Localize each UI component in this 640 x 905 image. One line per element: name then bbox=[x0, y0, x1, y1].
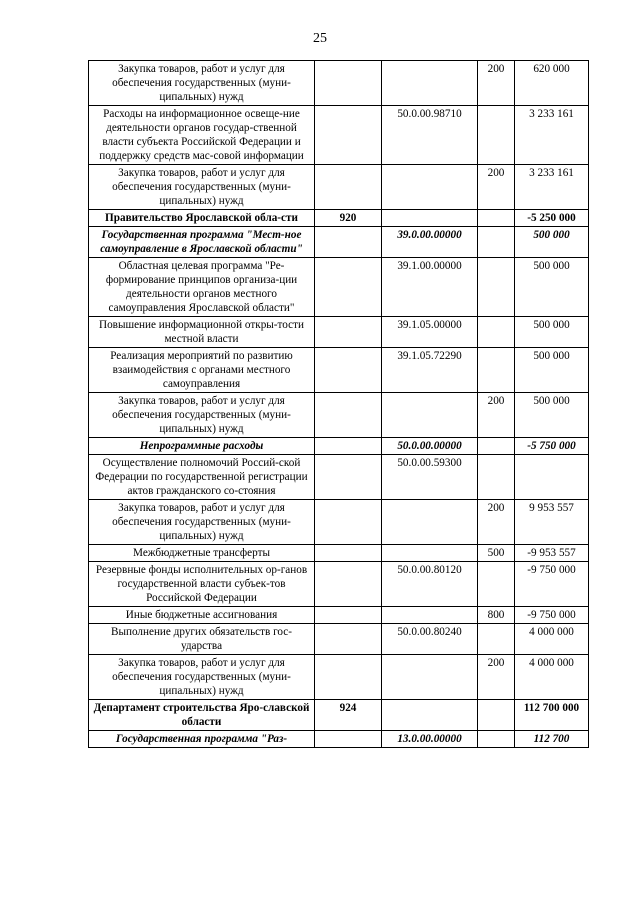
sum-cell: 620 000 bbox=[515, 61, 589, 106]
table-row bbox=[89, 455, 589, 500]
expense-type-cell: 800 bbox=[478, 607, 515, 624]
target-code-cell bbox=[382, 61, 478, 106]
name-cell: Государственная программа "Мест-ное самоуправление в Ярославской области" bbox=[89, 227, 315, 258]
target-code-cell: 50.0.00.80240 bbox=[382, 624, 478, 655]
sum-cell: 500 000 bbox=[515, 317, 589, 348]
table-row bbox=[89, 624, 589, 655]
admin-code-cell bbox=[315, 500, 382, 545]
target-code-cell: 50.0.00.00000 bbox=[382, 438, 478, 455]
name-cell: Выполнение других обязательств гос-ударства bbox=[89, 624, 315, 655]
admin-code-cell bbox=[315, 731, 382, 748]
target-code-cell: 39.1.05.00000 bbox=[382, 317, 478, 348]
sum-cell: 4 000 000 bbox=[515, 624, 589, 655]
budget-table bbox=[88, 60, 589, 748]
table-row bbox=[89, 545, 589, 562]
admin-code-cell bbox=[315, 545, 382, 562]
page-number: 25 bbox=[313, 31, 327, 46]
sum-cell: -9 750 000 bbox=[515, 607, 589, 624]
name-cell: Закупка товаров, работ и услуг для обеспечения государственных (муни-ципальных) нужд bbox=[89, 61, 315, 106]
expense-type-cell bbox=[478, 210, 515, 227]
expense-type-cell: 500 bbox=[478, 545, 515, 562]
admin-code-cell bbox=[315, 348, 382, 393]
expense-type-cell bbox=[478, 227, 515, 258]
expense-type-cell bbox=[478, 348, 515, 393]
target-code-cell bbox=[382, 655, 478, 700]
sum-cell: -9 750 000 bbox=[515, 562, 589, 607]
table-row bbox=[89, 731, 589, 748]
table-row bbox=[89, 562, 589, 607]
admin-code-cell: 920 bbox=[315, 210, 382, 227]
table-row bbox=[89, 607, 589, 624]
expense-type-cell: 200 bbox=[478, 61, 515, 106]
target-code-cell: 39.1.00.00000 bbox=[382, 258, 478, 317]
name-cell: Непрограммные расходы bbox=[89, 438, 315, 455]
table-row bbox=[89, 227, 589, 258]
admin-code-cell bbox=[315, 655, 382, 700]
name-cell: Правительство Ярославской обла-сти bbox=[89, 210, 315, 227]
table-row bbox=[89, 210, 589, 227]
sum-cell: 112 700 bbox=[515, 731, 589, 748]
target-code-cell: 39.0.00.00000 bbox=[382, 227, 478, 258]
target-code-cell: 50.0.00.80120 bbox=[382, 562, 478, 607]
table-row bbox=[89, 61, 589, 106]
name-cell: Областная целевая программа "Ре-формирование принципов организа-ции деятельности органов местного самоуправления Ярославской области" bbox=[89, 258, 315, 317]
sum-cell: -5 250 000 bbox=[515, 210, 589, 227]
sum-cell: 3 233 161 bbox=[515, 106, 589, 165]
table-row bbox=[89, 438, 589, 455]
expense-type-cell bbox=[478, 317, 515, 348]
name-cell: Закупка товаров, работ и услуг для обеспечения государственных (муни-ципальных) нужд bbox=[89, 393, 315, 438]
name-cell: Реализация мероприятий по развитию взаимодействия с органами местного самоуправления bbox=[89, 348, 315, 393]
target-code-cell bbox=[382, 393, 478, 438]
sum-cell: 9 953 557 bbox=[515, 500, 589, 545]
target-code-cell: 13.0.00.00000 bbox=[382, 731, 478, 748]
name-cell: Закупка товаров, работ и услуг для обеспечения государственных (муни-ципальных) нужд bbox=[89, 655, 315, 700]
expense-type-cell bbox=[478, 258, 515, 317]
admin-code-cell bbox=[315, 624, 382, 655]
expense-type-cell bbox=[478, 455, 515, 500]
admin-code-cell bbox=[315, 227, 382, 258]
expense-type-cell: 200 bbox=[478, 655, 515, 700]
sum-cell: -9 953 557 bbox=[515, 545, 589, 562]
admin-code-cell bbox=[315, 455, 382, 500]
expense-type-cell: 200 bbox=[478, 165, 515, 210]
admin-code-cell bbox=[315, 165, 382, 210]
name-cell: Государственная программа "Раз- bbox=[89, 731, 315, 748]
expense-type-cell bbox=[478, 438, 515, 455]
name-cell: Расходы на информационное освеще-ние деятельности органов государ-ственной власти субъекта Российской Федерации и поддержку средств мас-совой информации bbox=[89, 106, 315, 165]
table-row bbox=[89, 106, 589, 165]
name-cell: Закупка товаров, работ и услуг для обеспечения государственных (муни-ципальных) нужд bbox=[89, 500, 315, 545]
target-code-cell bbox=[382, 607, 478, 624]
table-row bbox=[89, 317, 589, 348]
sum-cell: 112 700 000 bbox=[515, 700, 589, 731]
name-cell: Повышение информационной откры-тости местной власти bbox=[89, 317, 315, 348]
sum-cell: 500 000 bbox=[515, 227, 589, 258]
expense-type-cell bbox=[478, 562, 515, 607]
table-row bbox=[89, 655, 589, 700]
target-code-cell: 39.1.05.72290 bbox=[382, 348, 478, 393]
admin-code-cell bbox=[315, 61, 382, 106]
name-cell: Закупка товаров, работ и услуг для обеспечения государственных (муни-ципальных) нужд bbox=[89, 165, 315, 210]
name-cell: Департамент строительства Яро-славской области bbox=[89, 700, 315, 731]
table-row bbox=[89, 393, 589, 438]
table-row bbox=[89, 348, 589, 393]
budget-table-body bbox=[89, 61, 589, 748]
name-cell: Иные бюджетные ассигнования bbox=[89, 607, 315, 624]
admin-code-cell bbox=[315, 562, 382, 607]
sum-cell: 500 000 bbox=[515, 258, 589, 317]
admin-code-cell bbox=[315, 258, 382, 317]
admin-code-cell bbox=[315, 106, 382, 165]
admin-code-cell: 924 bbox=[315, 700, 382, 731]
name-cell: Резервные фонды исполнительных ор-ганов государственной власти субъек-тов Российской Федерации bbox=[89, 562, 315, 607]
table-row bbox=[89, 500, 589, 545]
expense-type-cell: 200 bbox=[478, 393, 515, 438]
expense-type-cell bbox=[478, 624, 515, 655]
target-code-cell bbox=[382, 500, 478, 545]
target-code-cell: 50.0.00.59300 bbox=[382, 455, 478, 500]
sum-cell: -5 750 000 bbox=[515, 438, 589, 455]
expense-type-cell bbox=[478, 106, 515, 165]
expense-type-cell: 200 bbox=[478, 500, 515, 545]
sum-cell: 500 000 bbox=[515, 393, 589, 438]
target-code-cell bbox=[382, 545, 478, 562]
admin-code-cell bbox=[315, 607, 382, 624]
sum-cell: 3 233 161 bbox=[515, 165, 589, 210]
sum-cell: 500 000 bbox=[515, 348, 589, 393]
expense-type-cell bbox=[478, 731, 515, 748]
target-code-cell: 50.0.00.98710 bbox=[382, 106, 478, 165]
admin-code-cell bbox=[315, 438, 382, 455]
sum-cell: 4 000 000 bbox=[515, 655, 589, 700]
admin-code-cell bbox=[315, 393, 382, 438]
target-code-cell bbox=[382, 210, 478, 227]
table-row bbox=[89, 258, 589, 317]
target-code-cell bbox=[382, 165, 478, 210]
table-row bbox=[89, 700, 589, 731]
admin-code-cell bbox=[315, 317, 382, 348]
name-cell: Осуществление полномочий Россий-ской Федерации по государственной регистрации актов гражданского со-стояния bbox=[89, 455, 315, 500]
name-cell: Межбюджетные трансферты bbox=[89, 545, 315, 562]
sum-cell bbox=[515, 455, 589, 500]
expense-type-cell bbox=[478, 700, 515, 731]
target-code-cell bbox=[382, 700, 478, 731]
table-row bbox=[89, 165, 589, 210]
